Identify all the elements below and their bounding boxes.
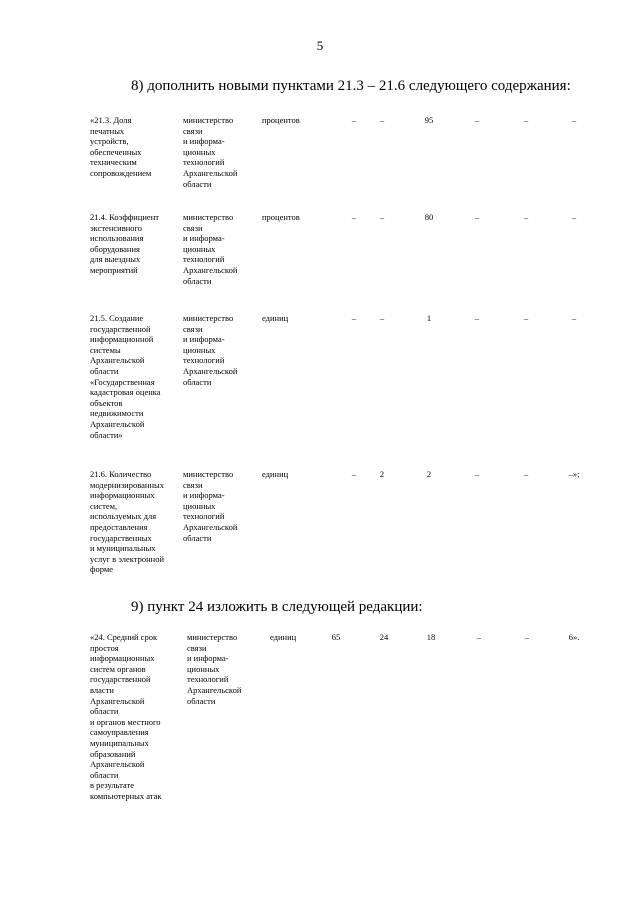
value-cell: – xyxy=(351,212,357,222)
value-cell: – xyxy=(571,115,577,125)
value-cell: – xyxy=(524,632,530,642)
unit-of-measure: процентов xyxy=(262,115,300,125)
value-cell: 95 xyxy=(424,115,434,125)
value-cell: – xyxy=(379,212,385,222)
responsible-ministry: министерство связи и информа- ционных технологий Архангельской области xyxy=(183,313,238,387)
indicator-name: «21.3. Доля печатных устройств, обеспеченных техническим сопровождением xyxy=(90,115,152,178)
value-cell: 6». xyxy=(568,632,580,642)
responsible-ministry: министерство связи и информа- ционных технологий Архангельской области xyxy=(183,115,238,189)
value-cell: – xyxy=(379,115,385,125)
value-cell: – xyxy=(351,115,357,125)
value-cell: – xyxy=(474,469,480,479)
unit-of-measure: единиц xyxy=(270,632,297,642)
unit-of-measure: единиц xyxy=(262,469,289,479)
unit-of-measure: процентов xyxy=(262,212,300,222)
page-number: 5 xyxy=(316,38,324,53)
value-cell: – xyxy=(523,469,529,479)
responsible-ministry: министерство связи и информа- ционных технологий Архангельской области xyxy=(187,632,242,706)
section-8-heading: 8) дополнить новыми пунктами 21.3 – 21.6 следующего содержания: xyxy=(131,78,571,94)
value-cell: – xyxy=(476,632,482,642)
indicator-name: 21.4. Коэффициент экстенсивного использования оборудования для выездных мероприятий xyxy=(90,212,159,275)
value-cell: 24 xyxy=(379,632,389,642)
value-cell: 1 xyxy=(426,313,432,323)
responsible-ministry: министерство связи и информа- ционных технологий Архангельской области xyxy=(183,212,238,286)
value-cell: – xyxy=(474,212,480,222)
indicator-name: «24. Средний срок простоя информационных систем органов государственной власти Архангельской области и органов местного самоуправления муниципальных образований Архангельской области в результате компьютерных атак xyxy=(90,632,162,801)
value-cell: – xyxy=(474,313,480,323)
value-cell: 80 xyxy=(424,212,434,222)
section-9-heading: 9) пункт 24 изложить в следующей редакции: xyxy=(131,599,423,615)
value-cell: – xyxy=(351,469,357,479)
responsible-ministry: министерство связи и информа- ционных технологий Архангельской области xyxy=(183,469,238,543)
value-cell: 18 xyxy=(426,632,436,642)
unit-of-measure: единиц xyxy=(262,313,289,323)
value-cell: – xyxy=(571,212,577,222)
value-cell: – xyxy=(523,212,529,222)
value-cell: 2 xyxy=(426,469,432,479)
value-cell: – xyxy=(474,115,480,125)
value-cell: 65 xyxy=(331,632,341,642)
value-cell: – xyxy=(523,313,529,323)
value-cell: – xyxy=(571,313,577,323)
value-cell: – xyxy=(379,313,385,323)
value-cell: –»; xyxy=(568,469,580,479)
value-cell: 2 xyxy=(379,469,385,479)
value-cell: – xyxy=(523,115,529,125)
indicator-name: 21.6. Количество модернизированных информационных систем, используемых для предоставления государственных и муниципальных услуг в электронной форме xyxy=(90,469,165,575)
indicator-name: 21.5. Создание государственной информационной системы Архангельской области «Государственная кадастровая оценка объектов недвижимости Архангельской области» xyxy=(90,313,161,440)
value-cell: – xyxy=(351,313,357,323)
